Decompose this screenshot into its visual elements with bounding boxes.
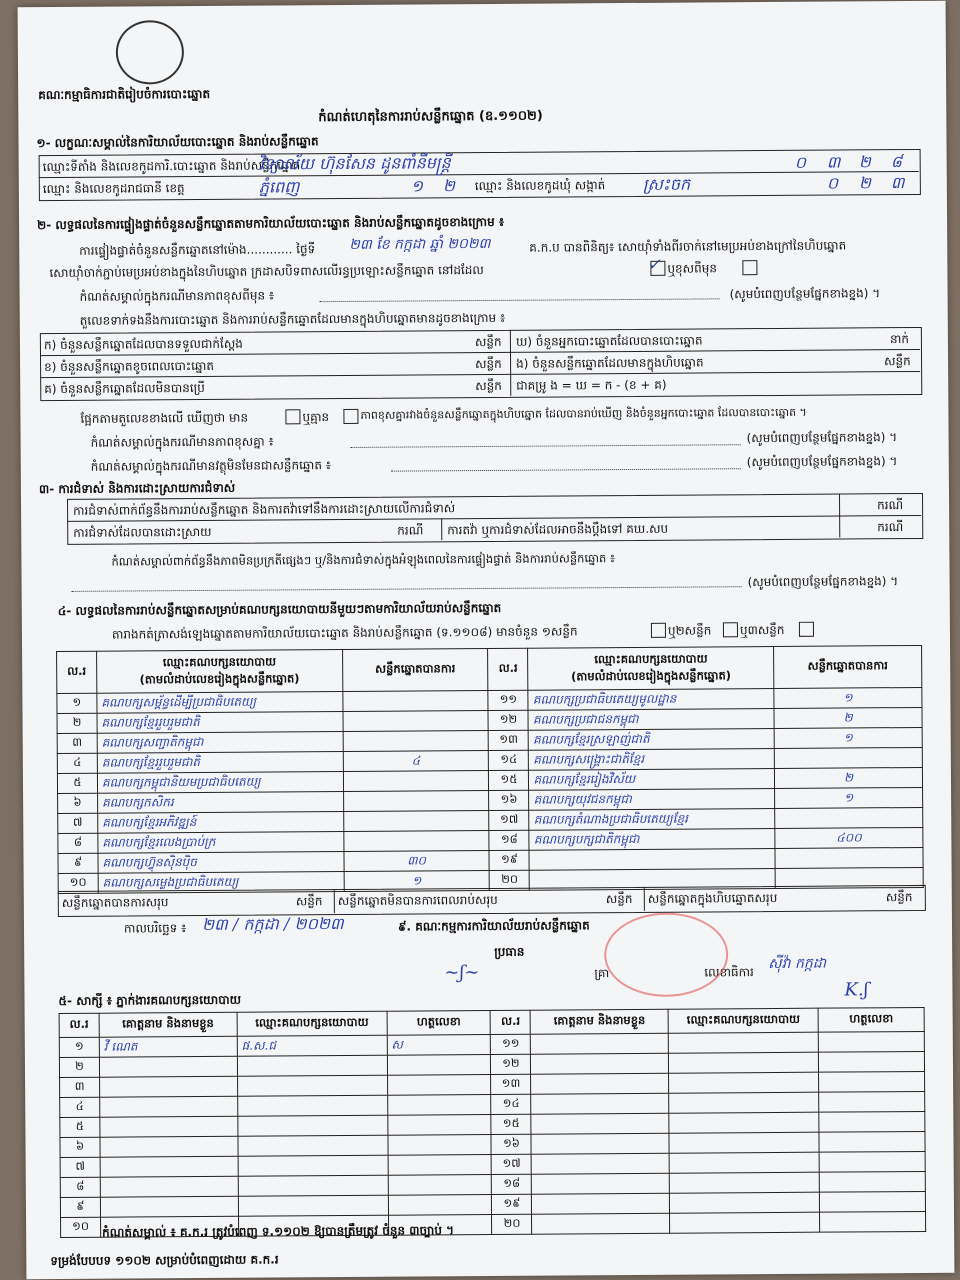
fig-kha: ខ) ចំនួនសន្លឹកឆ្នោតខូចពេលបោះឆ្នោត xyxy=(44,358,215,375)
secretary-signature: K.ʃ xyxy=(844,979,869,1001)
witness-party xyxy=(669,1052,819,1073)
objection-resolved: ការជំទាស់ដែលបានដោះស្រាយ xyxy=(73,524,212,540)
total-valid-label: សន្លឹកឆ្នោតបានការសរុប xyxy=(61,895,169,910)
total-invalid-unit: សន្លឹក xyxy=(605,891,633,907)
tally-2-label: ឬ២សន្លឹក xyxy=(667,623,712,638)
witness-sign xyxy=(820,1191,926,1212)
result-no: ១២ xyxy=(488,710,528,730)
result-votes xyxy=(343,690,489,711)
tally-3-checkbox[interactable] xyxy=(799,622,814,637)
form-title: កំណត់ហេតុនៃការរាប់សន្លឹកឆ្នោត (ឧ.១១០២) xyxy=(318,108,543,126)
commune-code-3: ៣ xyxy=(890,173,905,193)
witness-no: ៤ xyxy=(60,1097,100,1117)
diff-no-checkbox[interactable] xyxy=(343,409,358,424)
w-col-sign-left: ហត្ថលេខា xyxy=(387,1010,491,1035)
col-party-left-sub: (តាមលំដាប់លេខរៀងក្នុងសន្លឹកឆ្នោត) xyxy=(139,670,300,686)
result-no: ៣ xyxy=(57,733,97,753)
witness-no: ៧ xyxy=(60,1157,100,1177)
result-votes xyxy=(344,830,490,851)
member-label: គ្រា xyxy=(594,966,610,981)
witness-sign xyxy=(387,1054,491,1075)
form-sheet xyxy=(18,1,955,1279)
total-box-label: សន្លឹកឆ្នោតក្នុងហិបឆ្នោតសរុប xyxy=(647,890,778,906)
col-party-left xyxy=(97,650,343,694)
col-party-right-title: ឈ្មោះគណបក្សនយោបាយ xyxy=(594,650,708,666)
result-votes: ១ xyxy=(774,687,922,708)
w-col-no-right: ល.រ xyxy=(491,1010,531,1034)
result-votes: ១ xyxy=(774,727,922,748)
witness-sign xyxy=(819,1131,925,1152)
result-no: ១៧ xyxy=(489,810,529,830)
result-no: ២០ xyxy=(490,870,530,890)
witness-party xyxy=(670,1192,820,1213)
witness-no: ២ xyxy=(59,1057,99,1077)
result-votes: ៣០ xyxy=(344,850,490,871)
result-votes: ២ xyxy=(774,707,922,728)
result-no: ១៩ xyxy=(489,850,529,870)
witness-party xyxy=(238,1195,388,1216)
tally-3-label: ឬ៣សន្លឹក xyxy=(739,622,785,638)
witness-party xyxy=(238,1155,388,1176)
irregularity-note: កំណត់សម្គាល់ពាក់ព័ន្ធនឹងភាពមិនប្រក្រតីផ្សេងៗ ឬ/និងការជំទាស់ក្នុងអំឡុងពេលនៃការផ្ទៀងផ្ទាត់ និងការរាប់សន្លឹកឆ្នោត ៖ xyxy=(111,551,616,569)
witness-name xyxy=(532,1193,670,1214)
w-col-no-left: ល.រ xyxy=(59,1013,99,1037)
check-date: ២៣ ខែ កក្កដា ឆ្នាំ ២០២៣ xyxy=(349,235,491,253)
objection-row-1: ការជំទាស់ពាក់ព័ន្ធនឹងការរាប់សន្លឹកឆ្នោត និងការតវ៉ាទៅនឹងការដោះស្រាយលើការជំទាស់ xyxy=(73,501,456,518)
objection-appeal: ការតវ៉ា ឬការជំទាស់ដែលអាចនឹងប្តឹងទៅ គឃ.សប xyxy=(447,521,669,538)
result-party: គណបក្សកម្ពុជានិយមប្រជាធិបតេយ្យ xyxy=(97,772,343,794)
result-no: ៦ xyxy=(58,793,98,813)
objection-case-2: ករណី xyxy=(397,523,424,538)
result-no: ១៦ xyxy=(489,790,529,810)
witness-name xyxy=(531,1113,669,1134)
results-table xyxy=(56,645,924,894)
changed-label: ឬខុសពីមុន xyxy=(667,261,717,276)
commune-value: ស្រះចក xyxy=(642,174,691,194)
fig-ka-unit: សន្លឹក xyxy=(474,334,502,350)
witness-sign xyxy=(819,1091,925,1112)
witness-party xyxy=(669,1112,819,1133)
witness-name xyxy=(531,1053,669,1074)
diff-yes-checkbox[interactable] xyxy=(285,409,300,424)
witness-no: ៥ xyxy=(60,1117,100,1137)
fig-formula: ជាគម្រូ ង = ឃ = ក - (ខ + គ) xyxy=(516,377,667,393)
result-votes xyxy=(343,810,489,831)
org-name: គណៈកម្មាធិការជាតិរៀបចំការបោះឆ្នោត xyxy=(38,86,211,103)
col-votes-left: សន្លឹកឆ្នោតបានការ xyxy=(342,648,488,691)
witness-party: ផ.ស.ជ xyxy=(237,1035,387,1056)
witness-sign xyxy=(819,1051,925,1072)
result-votes: ៤ xyxy=(343,750,489,771)
result-party: គណបក្សហ៊្វុនស៊ិនប៉ិច xyxy=(98,851,344,873)
w-col-party-left: ឈ្មោះគណបក្សនយោបាយ xyxy=(237,1011,387,1036)
result-party: គណបក្សខ្មែររួបរួមជាតិ xyxy=(97,712,343,734)
date-label: កាលបរិច្ឆេទ ៖ xyxy=(123,921,187,936)
result-party: គណបក្សប្រជាធិបតេយ្យមូលដ្ឋាន xyxy=(528,688,774,710)
witness-party xyxy=(238,1175,388,1196)
check-time-text: ការផ្ទៀងផ្ទាត់ចំនួនសន្លឹកឆ្នោតនៅម៉ោង............ ថ្ងៃទី xyxy=(79,242,316,258)
witness-sign xyxy=(388,1194,492,1215)
result-no: ១៣ xyxy=(489,730,529,750)
result-no: ១៥ xyxy=(489,770,529,790)
result-party: គណបក្សខ្មែរអភិវឌ្ឍន៍ xyxy=(98,811,344,833)
check-mark-icon: ✓ xyxy=(647,254,661,274)
fill-note-2: (សូមបំពេញបន្ថែមផ្នែកខាងខ្នង) ។ xyxy=(746,430,898,446)
witness-no: ១ xyxy=(59,1037,99,1057)
fig-kho-unit: នាក់ xyxy=(889,332,910,347)
diff-note-label: កំណត់សម្គាល់ក្នុងករណីមានភាពខុសពីមុន ៖ xyxy=(79,288,275,304)
diff-text: ផ្អែកតាមតួលេខខាងលើ ឃើញថា មាន xyxy=(80,410,249,426)
result-party: គណបក្សកសិករ xyxy=(98,792,344,814)
witness-sign xyxy=(819,1111,925,1132)
figures-intro: តួលេខទាក់ទងនឹងការបោះឆ្នោត និងការរាប់សន្លឹកឆ្នោតដែលមានក្នុងហិបឆ្នោតមានដូចខាងក្រោម ៖ xyxy=(79,310,506,328)
result-no: ៥ xyxy=(57,773,97,793)
result-party: គណបក្សបក្សជាតិកម្ពុជា xyxy=(529,828,775,850)
result-no: ៤ xyxy=(57,753,97,773)
witness-sign xyxy=(819,1171,925,1192)
total-valid-unit: សន្លឹក xyxy=(295,894,323,909)
total-box-unit: សន្លឹក xyxy=(885,890,913,905)
result-party: គណបក្សសម្លេងប្រជាធិបតេយ្យ xyxy=(98,871,344,893)
province-code-1: ១ xyxy=(410,176,424,196)
w-col-name-left: គោត្តនាម និងនាមខ្លួន xyxy=(99,1012,237,1037)
commune-code-2: ២ xyxy=(858,173,871,193)
witness-no: ៣ xyxy=(60,1077,100,1097)
result-votes xyxy=(343,710,489,731)
witness-sign: ស xyxy=(387,1034,491,1055)
witness-name xyxy=(531,1033,669,1054)
office-value: វិទ្យាល័យ ហ៊ុនសែន ដូនពាំនីមន្ត្រី xyxy=(258,153,451,174)
witness-sign xyxy=(387,1094,491,1115)
object-note: កំណត់សម្គាល់ក្នុងករណីមានវត្ថុមិនមែនជាសន្លឹកឆ្នោត ៖ xyxy=(90,458,332,474)
result-party xyxy=(529,848,775,870)
result-party: គណបក្សសង្គ្រោះជាតិខ្មែរ xyxy=(529,748,775,770)
witness-no: ៦ xyxy=(60,1137,100,1157)
result-no: ១១ xyxy=(488,690,528,710)
witness-name xyxy=(531,1093,669,1114)
w-col-name-right: គោត្តនាម និងនាមខ្លួន xyxy=(531,1009,669,1034)
witness-party xyxy=(669,1072,819,1093)
section-5-title: ៥- សាក្សី ៖ ភ្នាក់ងារគណបក្សនយោបាយ xyxy=(58,992,242,1008)
result-party: គណបក្សខ្មែររៀងវិស័យ xyxy=(529,768,775,790)
office-code-1: ០ xyxy=(794,152,807,172)
witness-name xyxy=(100,1136,238,1157)
witness-no: ១៨ xyxy=(492,1174,532,1194)
result-votes xyxy=(343,770,489,791)
witness-no: ២០ xyxy=(492,1214,532,1234)
result-votes: ២ xyxy=(775,767,923,788)
col-party-left-title: ឈ្មោះគណបក្សនយោបាយ xyxy=(162,653,277,669)
office-code-2: ៣ xyxy=(826,152,841,172)
section-3-title: ៣- ការជំទាស់ និងការដោះស្រាយការជំទាស់ xyxy=(38,480,236,497)
witness-party xyxy=(669,1152,819,1173)
witness-name xyxy=(100,1116,238,1137)
witness-name xyxy=(99,1056,237,1077)
witness-name xyxy=(100,1176,238,1197)
result-party: គណបក្សខ្មែរលេងប្រាប់ក្រ xyxy=(98,831,344,853)
result-no: ៧ xyxy=(58,813,98,833)
witness-sign xyxy=(387,1074,491,1095)
witness-no: ១២ xyxy=(491,1054,531,1074)
check-text-b: គ.ក.ប បានពិនិត្យ៖ សោយ៉ាំទាំងពីរចាក់នៅមេប្រអប់ខាងក្រៅនៃហិបឆ្នោត xyxy=(529,238,847,255)
footer-note: កំណត់សម្គាល់ ៖ គ.ក.រ ត្រូវបំពេញ ទ.១១០២ ឱ្យបានត្រឹមត្រូវ ចំនួន ៣ច្បាប់ ។ xyxy=(102,1223,455,1240)
commune-label: ឈ្មោះ និងលេខកូដឃុំ សង្កាត់ xyxy=(474,178,606,194)
section-1-title: ១- លក្ខណៈសម្គាល់នៃការិយាល័យបោះឆ្នោត និងរាប់សន្លឹកឆ្នោត xyxy=(36,134,319,151)
witness-name xyxy=(99,1076,237,1097)
changed-checkbox[interactable] xyxy=(742,260,757,275)
witness-party xyxy=(669,1132,819,1153)
col-no-right: ល.រ xyxy=(488,648,528,690)
result-party: គណបក្សសម្ព័ន្ធដើម្បីប្រជាធិបតេយ្យ xyxy=(97,692,343,714)
witness-sign xyxy=(820,1211,926,1232)
witness-name: វី ណេត xyxy=(99,1036,237,1057)
witness-name xyxy=(531,1073,669,1094)
chair-label: ប្រធាន xyxy=(494,944,525,959)
date-value: ២៣ / កក្កដា / ២០២៣ xyxy=(201,914,344,934)
witness-no: ៩ xyxy=(60,1197,100,1217)
witness-no: ១០ xyxy=(61,1217,101,1237)
witness-name xyxy=(100,1156,238,1177)
witness-no: ១១ xyxy=(491,1034,531,1054)
result-no: ១០ xyxy=(58,873,98,893)
result-no: ១ xyxy=(57,693,97,713)
result-party: គណបក្សប្រជាជនកម្ពុជា xyxy=(528,708,774,730)
witness-party xyxy=(237,1075,387,1096)
witness-party xyxy=(670,1172,820,1193)
witness-party xyxy=(238,1135,388,1156)
fig-ko: គ) ចំនួនសន្លឹកឆ្នោតដែលមិនបានប្រើ xyxy=(44,380,205,397)
check-text-2: សោយ៉ាំចាក់ភ្ជាប់មេប្រអប់ខាងក្នុងនៃហិបឆ្នោត ក្រដាសបិទពាសលើរន្ធប្រឡោះសន្លឹកឆ្នោត នៅដដែល xyxy=(49,263,484,281)
result-no: ២ xyxy=(57,713,97,733)
objection-case-1: ករណី xyxy=(877,498,904,513)
witness-no: ១៣ xyxy=(491,1074,531,1094)
result-votes: ៤០០ xyxy=(775,827,923,848)
witness-no: ១៧ xyxy=(492,1154,532,1174)
witness-party xyxy=(237,1055,387,1076)
result-votes xyxy=(343,790,489,811)
witness-sign xyxy=(388,1174,492,1195)
witness-no: ១៤ xyxy=(491,1094,531,1114)
tally-2-checkbox[interactable] xyxy=(723,622,738,637)
objection-case-3: ករណី xyxy=(877,520,904,535)
fig-ko-unit: សន្លឹក xyxy=(475,378,502,394)
footer-bottom: ទម្រង់បែបបទ ១១០២ សម្រាប់បំពេញដោយ គ.ក.រ xyxy=(50,1252,279,1269)
result-party: គណបក្សតំណាងប្រជាធិបតេយ្យខ្មែរ xyxy=(529,808,775,830)
province-value: ភ្នំពេញ xyxy=(258,177,300,197)
witness-sign xyxy=(818,1031,924,1052)
witness-party xyxy=(669,1092,819,1113)
fig-kho: ឃ) ចំនួនអ្នកបោះឆ្នោតដែលបានបោះឆ្នោត xyxy=(515,333,703,349)
witness-name xyxy=(532,1173,670,1194)
section-2-title: ២- លទ្ធផលនៃការផ្ទៀងផ្ទាត់ចំនួនសន្លឹកឆ្នោតតាមការិយាល័យបោះឆ្នោត និងរាប់សន្លឹកឆ្នោតដូចខាងក្រោម ៖ xyxy=(37,214,505,233)
fill-note-3: (សូមបំពេញបន្ថែមផ្នែកខាងខ្នង) ។ xyxy=(746,454,898,470)
result-votes xyxy=(775,807,923,828)
w-col-party-right: ឈ្មោះគណបក្សនយោបាយ xyxy=(668,1008,818,1033)
witness-party xyxy=(670,1212,820,1233)
witness-name xyxy=(100,1096,238,1117)
result-no: ៩ xyxy=(58,853,98,873)
witness-party xyxy=(237,1095,387,1116)
witness-no: ៨ xyxy=(60,1177,100,1197)
section-4-title: ៤- លទ្ធផលនៃការរាប់សន្លឹកឆ្នោតសម្រាប់គណបក្សនយោបាយនីមួយៗតាមការិយាល័យរាប់សន្លឹកឆ្នោត xyxy=(57,600,502,618)
witness-sign xyxy=(819,1071,925,1092)
diff-note: កំណត់សម្គាល់ក្នុងករណីមានភាពខុសគ្នា ៖ xyxy=(90,434,274,450)
secretary-label: លេខាធិការ xyxy=(704,965,754,980)
result-party: គណបក្សខ្មែរស្រឡាញ់ជាតិ xyxy=(529,728,775,750)
official-seal xyxy=(604,912,729,997)
result-votes xyxy=(343,730,489,751)
col-no-left: ល.រ xyxy=(57,651,97,693)
witness-no: ១៩ xyxy=(492,1194,532,1214)
witness-no: ១៦ xyxy=(491,1134,531,1154)
nec-logo xyxy=(116,20,184,84)
witness-sign xyxy=(819,1151,925,1172)
col-votes-right: សន្លឹកឆ្នោតបានការ xyxy=(774,645,922,688)
secretary-name: ស៊ីវ៉ា កក្កដា xyxy=(768,955,827,973)
result-party: គណបក្សសញ្ជាតិកម្ពុជា xyxy=(97,732,343,754)
witness-no: ១៥ xyxy=(491,1114,531,1134)
result-no: ៨ xyxy=(58,833,98,853)
col-party-right xyxy=(528,646,774,690)
w-col-sign-right: ហត្ថលេខា xyxy=(818,1007,924,1032)
province-label: ឈ្មោះ និងលេខកូដរាជធានី ខេត្ត xyxy=(42,181,185,197)
result-party: គណបក្សខ្មែររួបរួមជាតិ xyxy=(97,752,343,774)
result-votes xyxy=(774,747,922,768)
office-code-3: ២ xyxy=(858,152,871,172)
fill-note-4: (សូមបំពេញបន្ថែមផ្នែកខាងខ្នង) ។ xyxy=(747,574,899,590)
diff-no-label: ឬគ្មាន xyxy=(302,410,330,425)
office-code-4: ៨ xyxy=(890,152,903,172)
fig-ka: ក) ចំនួនសន្លឹកឆ្នោតដែលបានទទួលជាក់ស្តែង xyxy=(43,336,243,353)
witness-party xyxy=(238,1115,388,1136)
result-votes xyxy=(775,847,923,868)
tally-1-checkbox[interactable] xyxy=(651,623,666,638)
witness-party xyxy=(669,1032,819,1053)
witness-name xyxy=(532,1213,670,1234)
tally-intro: តារាងកត់ត្រាសង់ឡេងឆ្នោតតាមការិយាល័យបោះឆ្នោត និងរាប់សន្លឹកឆ្នោត (ទ.១១០៨) មានចំនួន ១សន្លឹក xyxy=(111,624,578,642)
committee-label: ៩. គណៈកម្មការការិយាល័យរាប់សន្លឹកឆ្នោត xyxy=(397,918,590,934)
result-votes: ១ xyxy=(775,787,923,808)
fig-kha-unit: សន្លឹក xyxy=(475,356,502,372)
witness-sign xyxy=(388,1114,492,1135)
witness-name xyxy=(532,1153,670,1174)
witness-sign xyxy=(388,1154,492,1175)
office-label: ឈ្មោះទីតាំង និងលេខកូដការិ.បោះឆ្នោត និងរាប់សន្លឹកឆ្នោត xyxy=(42,158,301,175)
fill-note-1: (សូមបំពេញបន្ថែមផ្នែកខាងខ្នង) ។ xyxy=(729,286,881,302)
witness-table xyxy=(59,1007,927,1238)
total-invalid-label: សន្លឹកឆ្នោតមិនបានការពេលរាប់សរុប xyxy=(337,892,498,909)
chair-signature: ~ʃ~ xyxy=(444,962,480,984)
result-party: គណបក្សយុវជនកម្ពុជា xyxy=(529,788,775,810)
witness-name xyxy=(100,1196,238,1217)
commune-code-1: ០ xyxy=(826,173,839,193)
fig-ngo: ង) ចំនួនសន្លឹកឆ្នោតដែលមានក្នុងហិបឆ្នោត xyxy=(516,355,704,371)
province-code-2: ២ xyxy=(442,176,456,196)
witness-name xyxy=(531,1133,669,1154)
result-no: ១៨ xyxy=(489,830,529,850)
result-no: ១៤ xyxy=(489,750,529,770)
result-votes: ១ xyxy=(344,870,490,891)
col-party-right-sub: (តាមលំដាប់លេខរៀងក្នុងសន្លឹកឆ្នោត) xyxy=(571,667,732,683)
fig-ngo-unit: សន្លឹក xyxy=(884,354,911,369)
diff-text-c: ភាពខុសគ្នារវាងចំនួនសន្លឹកឆ្នោតក្នុងហិបឆ្នោត ដែលបានរាប់ឃើញ និងចំនួនអ្នកបោះឆ្នោត ដែលបានបោះឆ្នោត ។ xyxy=(360,405,807,422)
witness-sign xyxy=(388,1134,492,1155)
